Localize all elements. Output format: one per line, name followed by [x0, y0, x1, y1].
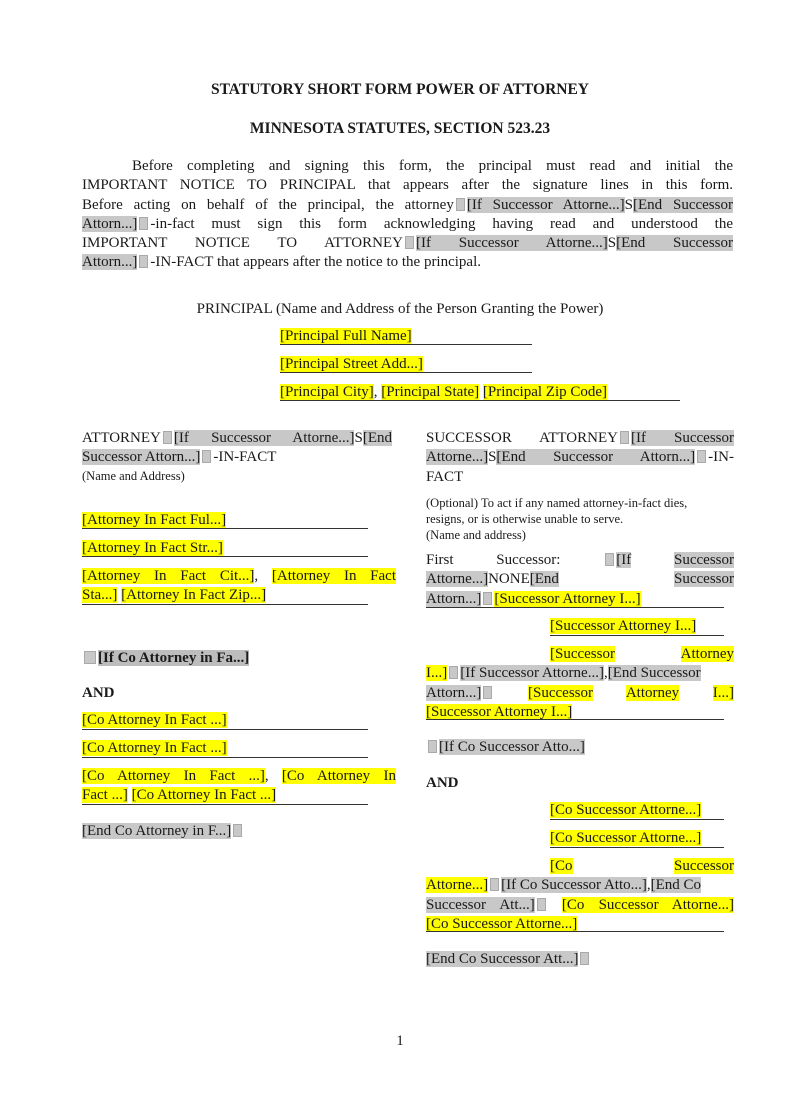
co-successor-end-field[interactable]: [End Co	[650, 877, 702, 894]
successor-end-field[interactable]: Attorn...]	[82, 254, 138, 271]
separator: ,	[646, 877, 651, 894]
checkbox-icon[interactable]	[84, 651, 96, 664]
successor-if-field[interactable]: [If Successor Attorne...]	[460, 665, 604, 682]
principal-heading: PRINCIPAL (Name and Address of the Person Granting the Power)	[196, 301, 604, 317]
intro-text: IMPORTANT NOTICE TO ATTORNEY	[82, 235, 403, 252]
co-successor-if	[426, 738, 585, 757]
successor-if-field[interactable]: Successor	[674, 552, 735, 568]
text: S	[488, 449, 497, 466]
intro-line: Before completing and signing this form, the principal must read and initial the	[132, 158, 733, 174]
intro-text: -in-fact must sign this form acknowledging having read and understood the	[150, 215, 733, 232]
attorney-address-line	[82, 567, 396, 606]
and-label: AND	[426, 775, 459, 791]
attorney-name-field[interactable]: [Attorney In Fact Ful...]	[82, 512, 227, 528]
successor-note	[426, 495, 736, 543]
text: First	[426, 552, 454, 568]
successor-end-field[interactable]: [End Successor	[607, 665, 701, 682]
checkbox-icon[interactable]	[483, 592, 492, 605]
document-title: STATUTORY SHORT FORM POWER OF ATTORNEY	[211, 81, 589, 98]
checkbox-icon[interactable]	[697, 450, 706, 463]
successor-if-field[interactable]: [If	[616, 552, 632, 568]
successor-end-field[interactable]: [End	[362, 430, 392, 446]
co-attorney-address-line	[82, 767, 396, 806]
underline	[426, 931, 724, 932]
co-successor-state-field[interactable]: [Co Successor Attorne...]	[561, 896, 734, 913]
co-successor-street-field[interactable]: [Co Successor Attorne...]	[550, 830, 702, 846]
successor-end-field[interactable]: [End Successor Attorn...]	[496, 449, 696, 466]
successor-street-field[interactable]: [Successor Attorney I...]	[550, 618, 697, 634]
successor-if-field[interactable]: [If Successor Attorne...]	[415, 235, 608, 252]
document-subtitle: MINNESOTA STATUTES, SECTION 523.23	[249, 120, 551, 137]
co-attorney-state-field[interactable]: Fact ...]	[82, 787, 128, 804]
successor-if-field[interactable]: [If Successor Attorne...]	[466, 196, 625, 213]
text: FACT	[426, 468, 464, 485]
successor-end-field[interactable]: Successor	[674, 571, 734, 588]
checkbox-icon[interactable]	[233, 824, 242, 837]
principal-state-field[interactable]: [Principal State]	[381, 384, 480, 400]
successor-state-field[interactable]: I...]	[712, 684, 734, 701]
successor-zip-field[interactable]: [Successor Attorney I...]	[426, 703, 573, 720]
successor-label: SUCCESSOR ATTORNEY	[426, 430, 618, 446]
underline	[82, 604, 368, 605]
checkbox-icon[interactable]	[605, 553, 614, 566]
successor-end-field[interactable]: [End Successor	[616, 235, 733, 252]
successor-if-field[interactable]: [If Successor	[630, 430, 734, 446]
attorney-note: (Name and Address)	[82, 469, 185, 483]
checkbox-icon[interactable]	[139, 255, 148, 268]
checkbox-icon[interactable]	[483, 686, 492, 699]
co-successor-address-block	[426, 857, 734, 934]
checkbox-icon[interactable]	[449, 666, 458, 679]
separator: ,	[264, 768, 269, 784]
successor-end-field[interactable]: [End Successor	[633, 196, 733, 213]
text: -IN-FACT	[213, 449, 277, 466]
successor-end-field[interactable]: Attorn...]	[82, 215, 138, 232]
text: Successor:	[496, 552, 561, 568]
checkbox-icon[interactable]	[456, 198, 465, 211]
intro-line	[82, 196, 733, 215]
principal-name-field[interactable]: [Principal Full Name]	[280, 328, 412, 344]
attorney-label: ATTORNEY	[82, 430, 161, 446]
co-successor-name-field[interactable]: [Co Successor Attorne...]	[550, 802, 702, 818]
intro-text: -IN-FACT that appears after the notice to the principal.	[150, 254, 482, 271]
separator: ,	[603, 665, 608, 682]
intro-line	[82, 215, 733, 234]
co-attorney-name-field[interactable]: [Co Attorney In Fact ...]	[82, 712, 227, 728]
successor-if-field[interactable]: [If Successor Attorne...]	[173, 430, 355, 446]
successor-city-field[interactable]: Attorney	[680, 646, 734, 662]
attorney-state-field[interactable]: Sta...]	[82, 587, 118, 604]
first-successor	[426, 551, 734, 609]
checkbox-icon[interactable]	[163, 431, 172, 444]
co-attorney-if	[82, 649, 249, 668]
successor-end-field[interactable]: [End	[529, 571, 559, 588]
underline	[82, 804, 368, 805]
separator: ,	[254, 568, 259, 584]
attorney-zip-field[interactable]: [Attorney In Fact Zip...]	[121, 587, 267, 604]
co-attorney-street-field[interactable]: [Co Attorney In Fact ...]	[82, 740, 227, 756]
successor-end-field[interactable]: Successor Attorn...]	[82, 449, 201, 466]
text: -IN-	[708, 449, 734, 466]
principal-city-field[interactable]: [Principal City]	[280, 384, 374, 400]
co-successor-city-field[interactable]: Successor	[674, 858, 734, 874]
checkbox-icon[interactable]	[202, 450, 211, 463]
attorney-state-field[interactable]: [Attorney In Fact	[271, 568, 397, 584]
note-line: resigns, or is otherwise unable to serve.	[426, 512, 624, 526]
underline	[426, 607, 724, 608]
underline	[426, 719, 724, 720]
successor-end-field[interactable]: Attorn...]	[426, 590, 482, 607]
attorney-city-field[interactable]: [Attorney In Fact Cit...]	[82, 568, 255, 584]
co-successor-if-field[interactable]: [If Co Successor Atto...]	[501, 877, 647, 894]
checkbox-icon[interactable]	[620, 431, 629, 444]
co-attorney-if-field[interactable]: [If Co Attorney in Fa...]	[98, 650, 250, 666]
co-successor-city-field[interactable]: [Co	[550, 858, 573, 874]
checkbox-icon[interactable]	[405, 236, 414, 249]
co-successor-end-field[interactable]: Successor Att...]	[426, 896, 535, 913]
intro-line	[82, 234, 733, 253]
co-successor-end	[426, 950, 591, 969]
separator: ,	[373, 384, 378, 400]
co-successor-end-field[interactable]: [End Co Successor Att...]	[426, 951, 579, 967]
successor-city-field[interactable]: I...]	[426, 665, 448, 682]
successor-state-field[interactable]: [Successor	[528, 684, 594, 701]
text: S	[354, 430, 363, 446]
successor-state-field[interactable]: Attorney	[625, 684, 680, 701]
co-attorney-state-field[interactable]: [Co Attorney In	[281, 768, 396, 784]
intro-text: S	[624, 196, 634, 213]
note-line: (Name and address)	[426, 528, 526, 542]
none-text: NONE	[488, 571, 530, 588]
successor-address-block	[426, 645, 734, 722]
checkbox-icon[interactable]	[580, 952, 589, 965]
intro-paragraph	[82, 157, 733, 273]
co-attorney-city-field[interactable]: [Co Attorney In Fact ...]	[82, 768, 265, 784]
checkbox-icon[interactable]	[428, 740, 437, 753]
co-successor-city-field[interactable]: Attorne...]	[426, 877, 489, 894]
and-label: AND	[82, 685, 115, 701]
successor-heading	[426, 429, 734, 487]
checkbox-icon[interactable]	[139, 217, 148, 230]
co-attorney-end	[82, 822, 244, 841]
intro-line: IMPORTANT NOTICE TO PRINCIPAL that appears after the signature lines in this form.	[82, 177, 733, 194]
co-successor-if-field[interactable]: [If Co Successor Atto...]	[439, 739, 585, 755]
co-attorney-end-field[interactable]: [End Co Attorney in F...]	[82, 823, 232, 839]
principal-street-field[interactable]: [Principal Street Add...]	[280, 356, 423, 372]
successor-end-field[interactable]: Attorn...]	[426, 684, 482, 701]
intro-text: S	[607, 235, 617, 252]
successor-if-field[interactable]: Attorne...]	[426, 571, 489, 588]
intro-text: Before acting on behalf of the principal, the attorney	[82, 196, 454, 213]
checkbox-icon[interactable]	[490, 878, 499, 891]
page-number: 1	[396, 1033, 404, 1049]
attorney-heading	[82, 429, 392, 468]
successor-if-field[interactable]: Attorne...]	[426, 449, 489, 466]
intro-line	[82, 253, 733, 272]
successor-city-field[interactable]: [Successor	[550, 646, 615, 662]
co-successor-zip-field[interactable]: [Co Successor Attorne...]	[426, 915, 578, 932]
co-attorney-zip-field[interactable]: [Co Attorney In Fact ...]	[131, 787, 277, 804]
checkbox-icon[interactable]	[537, 898, 546, 911]
successor-name-field[interactable]: [Successor Attorney I...]	[494, 590, 641, 607]
attorney-street-field[interactable]: [Attorney In Fact Str...]	[82, 540, 223, 556]
principal-zip-field[interactable]: [Principal Zip Code]	[482, 384, 608, 400]
note-line: (Optional) To act if any named attorney-in-fact dies,	[426, 496, 688, 510]
